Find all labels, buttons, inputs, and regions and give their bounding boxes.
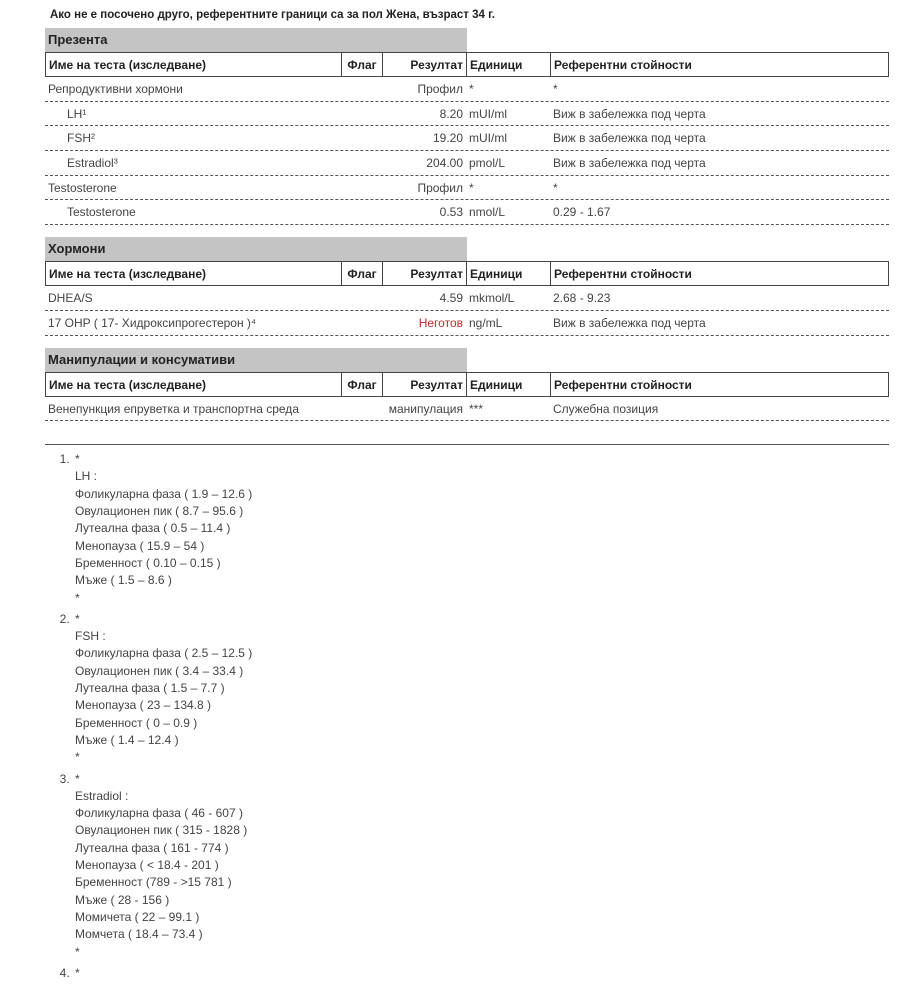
footnote-line: Момичета ( 22 – 99.1 ) — [75, 909, 200, 924]
footnotes-list — [45, 451, 889, 982]
cell-name: Testosterone — [67, 205, 136, 220]
cell-flag — [341, 286, 382, 310]
cell-name: Estradiol³ — [67, 156, 118, 171]
cell-ref: 2.68 - 9.23 — [553, 291, 611, 306]
column-header-units: Единици — [467, 262, 551, 285]
footnote-line: 1. * — [75, 452, 80, 467]
footnote-line: Фоликуларна фаза ( 46 - 607 ) — [75, 806, 243, 821]
table-row — [45, 102, 889, 127]
results-section — [45, 28, 889, 225]
cell-result: Профил — [417, 180, 463, 195]
cell-result: 0.53 — [439, 205, 463, 220]
cell-result: Неготов — [418, 315, 463, 330]
cell-units: mUI/ml — [469, 106, 507, 121]
footnote-line: * — [75, 750, 80, 765]
column-header-result: Резултат — [383, 373, 467, 396]
footnote-item — [73, 771, 889, 961]
table-row — [45, 77, 889, 102]
cell-flag — [341, 102, 382, 126]
cell-name: LH¹ — [67, 106, 87, 121]
table-header — [45, 372, 889, 397]
cell-ref: Служебна позиция — [553, 401, 659, 416]
column-header-flag: Флаг — [342, 53, 383, 76]
table-header — [45, 52, 889, 77]
cell-result: 19.20 — [432, 131, 463, 146]
footnote-line: * — [75, 590, 80, 605]
footnote-line: Лутеална фаза ( 1.5 – 7.7 ) — [75, 681, 225, 696]
cell-units: mUI/ml — [469, 131, 507, 146]
footnote-line: Овулационен пик ( 315 - 1828 ) — [75, 823, 248, 838]
column-header-result: Резултат — [383, 262, 467, 285]
section-header: Хормони — [45, 237, 467, 261]
cell-flag — [341, 200, 382, 224]
column-header-ref: Референтни стойности — [554, 58, 692, 72]
footnote-line: 3. * — [75, 771, 80, 786]
cell-name: DHEA/S — [48, 291, 93, 306]
cell-ref: Виж в забележка под черта — [553, 106, 706, 121]
column-header-flag: Флаг — [342, 373, 383, 396]
footnote-line: Менопауза ( 23 – 134.8 ) — [75, 698, 212, 713]
cell-flag — [341, 397, 382, 421]
cell-flag — [341, 151, 382, 175]
footnote-line: Бременност ( 0.10 – 0.15 ) — [75, 555, 221, 570]
cell-name: FSH² — [67, 131, 95, 146]
table-row — [45, 200, 889, 225]
cell-ref: 0.29 - 1.67 — [553, 205, 611, 220]
cell-units: nmol/L — [469, 205, 506, 220]
column-header-flag: Флаг — [342, 262, 383, 285]
section-header: Презента — [45, 28, 467, 52]
column-header-units: Единици — [467, 373, 551, 396]
table-row — [45, 176, 889, 201]
section-header: Манипулации и консумативи — [45, 348, 467, 372]
cell-flag — [341, 311, 382, 335]
cell-result: 204.00 — [426, 156, 463, 171]
cell-name: Венепункция епруветка и транспортна среда — [48, 401, 299, 416]
table-row — [45, 397, 889, 422]
cell-flag — [341, 126, 382, 150]
footnote-divider — [45, 444, 889, 445]
footnote-line: Овулационен пик ( 3.4 – 33.4 ) — [75, 663, 244, 678]
column-header-name: Име на теста (изследване) — [46, 53, 342, 76]
cell-ref: Виж в забележка под черта — [553, 131, 706, 146]
footnote-line: Мъже ( 1.5 – 8.6 ) — [75, 573, 172, 588]
cell-ref: * — [553, 82, 558, 96]
column-header-ref: Референтни стойности — [554, 267, 692, 282]
cell-units: *** — [469, 401, 484, 416]
table-row — [45, 311, 889, 336]
footnote-line: Фоликуларна фаза ( 2.5 – 12.5 ) — [75, 646, 253, 661]
cell-name: Репродуктивни хормони — [48, 82, 183, 96]
table-row — [45, 286, 889, 311]
footnote-line: Мъже ( 28 - 156 ) — [75, 892, 170, 907]
cell-ref: Виж в забележка под черта — [553, 156, 706, 171]
cell-result: Профил — [417, 82, 463, 96]
footnote-line: LH : — [75, 469, 98, 484]
footnote-line: Лутеална фаза ( 161 - 774 ) — [75, 840, 229, 855]
cell-flag — [341, 176, 382, 200]
cell-result: манипулация — [388, 401, 463, 416]
column-header-result: Резултат — [383, 53, 467, 76]
footnote-line: 2. * — [75, 611, 80, 626]
footnote-line: Момчета ( 18.4 – 73.4 ) — [75, 927, 203, 942]
column-header-name: Име на теста (изследване) — [46, 262, 342, 285]
cell-result: 8.20 — [439, 106, 463, 121]
footnote-line: * — [75, 944, 80, 959]
cell-ref: * — [553, 180, 558, 195]
footnote-line: Мъже ( 1.4 – 12.4 ) — [75, 732, 179, 747]
results-section — [45, 348, 889, 422]
column-header-name: Име на теста (изследване) — [46, 373, 342, 396]
footnote-item — [73, 451, 889, 607]
column-header-ref: Референтни стойности — [554, 377, 692, 392]
footnote-line: Овулационен пик ( 8.7 – 95.6 ) — [75, 504, 244, 519]
cell-flag — [341, 77, 382, 101]
footnote-line: Менопауза ( < 18.4 - 201 ) — [75, 858, 219, 873]
table-row — [45, 126, 889, 151]
cell-result: 4.59 — [439, 291, 463, 306]
reference-note: Ако не е посочено друго, референтните граници са за пол Жена, възраст 34 г. — [50, 9, 495, 21]
cell-name: Testosterone — [48, 180, 117, 195]
cell-units: * — [469, 180, 474, 195]
footnote-line: Estradiol : — [75, 788, 129, 803]
cell-name: 17 OHP ( 17- Хидроксипрогестерон )⁴ — [48, 315, 257, 330]
cell-units: pmol/L — [469, 156, 506, 171]
cell-ref: Виж в забележка под черта — [553, 315, 706, 330]
footnote-line: FSH : — [75, 629, 106, 644]
cell-units: ng/mL — [469, 315, 503, 330]
cell-units: mkmol/L — [469, 291, 515, 306]
column-header-units: Единици — [467, 53, 551, 76]
table-header — [45, 261, 889, 286]
footnote-item — [73, 611, 889, 767]
table-row — [45, 151, 889, 176]
footnote-line: Бременност (789 - >15 781 ) — [75, 875, 232, 890]
results-section — [45, 237, 889, 335]
footnote-item — [73, 965, 889, 982]
footnote-line: Лутеална фаза ( 0.5 – 11.4 ) — [75, 521, 231, 536]
cell-units: * — [469, 82, 474, 96]
footnote-line: Бременност ( 0 – 0.9 ) — [75, 715, 198, 730]
footnote-line: 4. * — [75, 965, 80, 980]
footnote-line: Фоликуларна фаза ( 1.9 – 12.6 ) — [75, 486, 253, 501]
footnote-line: Менопауза ( 15.9 – 54 ) — [75, 538, 205, 553]
